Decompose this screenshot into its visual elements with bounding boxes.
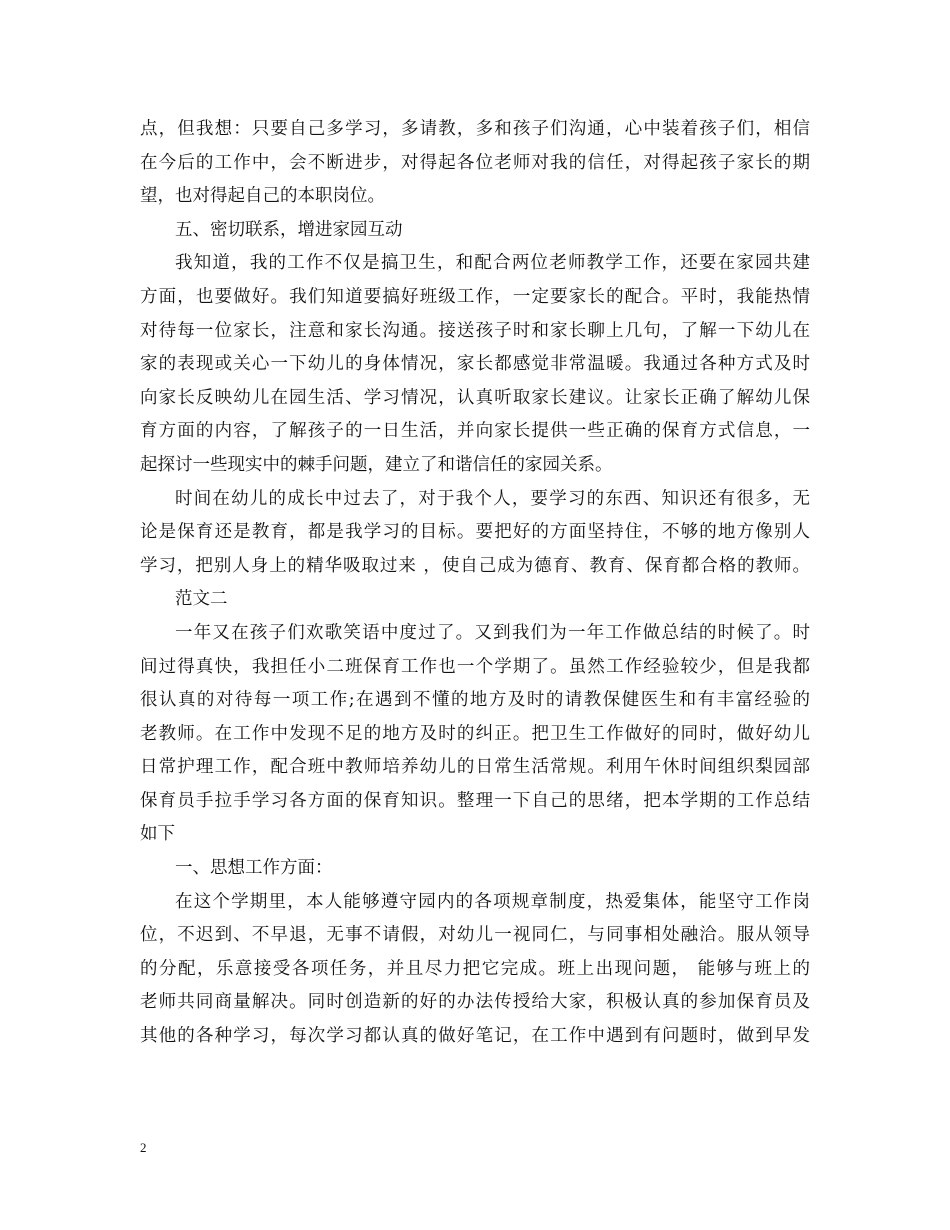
text-line: 对待每一位家长，注意和家长沟通。接送孩子时和家长聊上几句，了解一下幼儿在 [140,320,810,341]
text-line: 日常护理工作，配合班中教师培养幼儿的日常生活常规。利用午休时间组织梨园部 [140,757,810,778]
text-line: 保育员手拉手学习各方面的保育知识。整理一下自己的思绪，把本学期的工作总结 [140,790,810,811]
text-line: 范文二 [175,589,228,610]
text-line: 起探讨一些现实中的棘手问题，建立了和谐信任的家园关系。 [140,454,613,475]
text-line: 向家长反映幼儿在园生活、学习情况，认真听取家长建议。让家长正确了解幼儿保 [140,387,810,408]
text-line: 我知道，我的工作不仅是搞卫生，和配合两位老师教学工作，还要在家园共建 [175,253,810,274]
text-line: 望，也对得起自己的本职岗位。 [140,186,385,207]
text-line: 方面，也要做好。我们知道要搞好班级工作，一定要家长的配合。平时，我能热情 [140,286,810,307]
text-line: 老教师。在工作中发现不足的地方及时的纠正。把卫生工作做好的同时，做好幼儿 [140,723,810,744]
text-line: 点，但我想：只要自己多学习，多请教，多和孩子们沟通，心中装着孩子们，相信 [140,119,810,139]
body-text [140,113,810,1054]
text-line: 老师共同商量解决。同时创造新的好的办法传授给大家，积极认真的参加保育员及 [140,992,810,1013]
text-line: 其他的各种学习，每次学习都认真的做好笔记，在工作中遇到有问题时，做到早发 [140,1026,810,1047]
text-line: 五、密切联系，增进家园互动 [175,219,403,240]
text-line: 位，不迟到、不早退，无事不请假，对幼儿一视同仁，与同事相处融洽。服从领导 [140,925,810,946]
text-line: 的分配，乐意接受各项任务，并且尽力把它完成。班上出现问题， 能够与班上的 [140,958,810,979]
text-line: 时间在幼儿的成长中过去了，对于我个人，要学习的东西、知识还有很多，无 [175,488,810,509]
text-line: 很认真的对待每一项工作;在遇到不懂的地方及时的请教保健医生和有丰富经验的 [140,690,810,711]
text-line: 一、思想工作方面： [175,858,333,879]
text-line: 论是保育还是教育，都是我学习的目标。要把好的方面坚持住，不够的地方像别人 [140,522,810,543]
text-line: 一年又在孩子们欢歌笑语中度过了。又到我们为一年工作做总结的时候了。时 [175,622,810,643]
text-line: 在今后的工作中，会不断进步，对得起各位老师对我的信任，对得起孩子家长的期 [140,152,810,173]
text-line: 如下 [140,824,175,845]
text-line: 在这个学期里，本人能够遵守园内的各项规章制度，热爱集体，能坚守工作岗 [175,891,810,912]
text-line: 学习，把别人身上的精华吸取过来 ，使自己成为德育、教育、保育都合格的教师。 [140,555,810,576]
text-line: 育方面的内容，了解孩子的一日生活，并向家长提供一些正确的保育方式信息，一 [140,421,810,442]
page-number: 2 [140,1140,147,1155]
text-line: 间过得真快，我担任小二班保育工作也一个学期了。虽然工作经验较少，但是我都 [140,656,810,677]
text-line: 家的表现或关心一下幼儿的身体情况，家长都感觉非常温暖。我通过各种方式及时 [140,354,810,375]
